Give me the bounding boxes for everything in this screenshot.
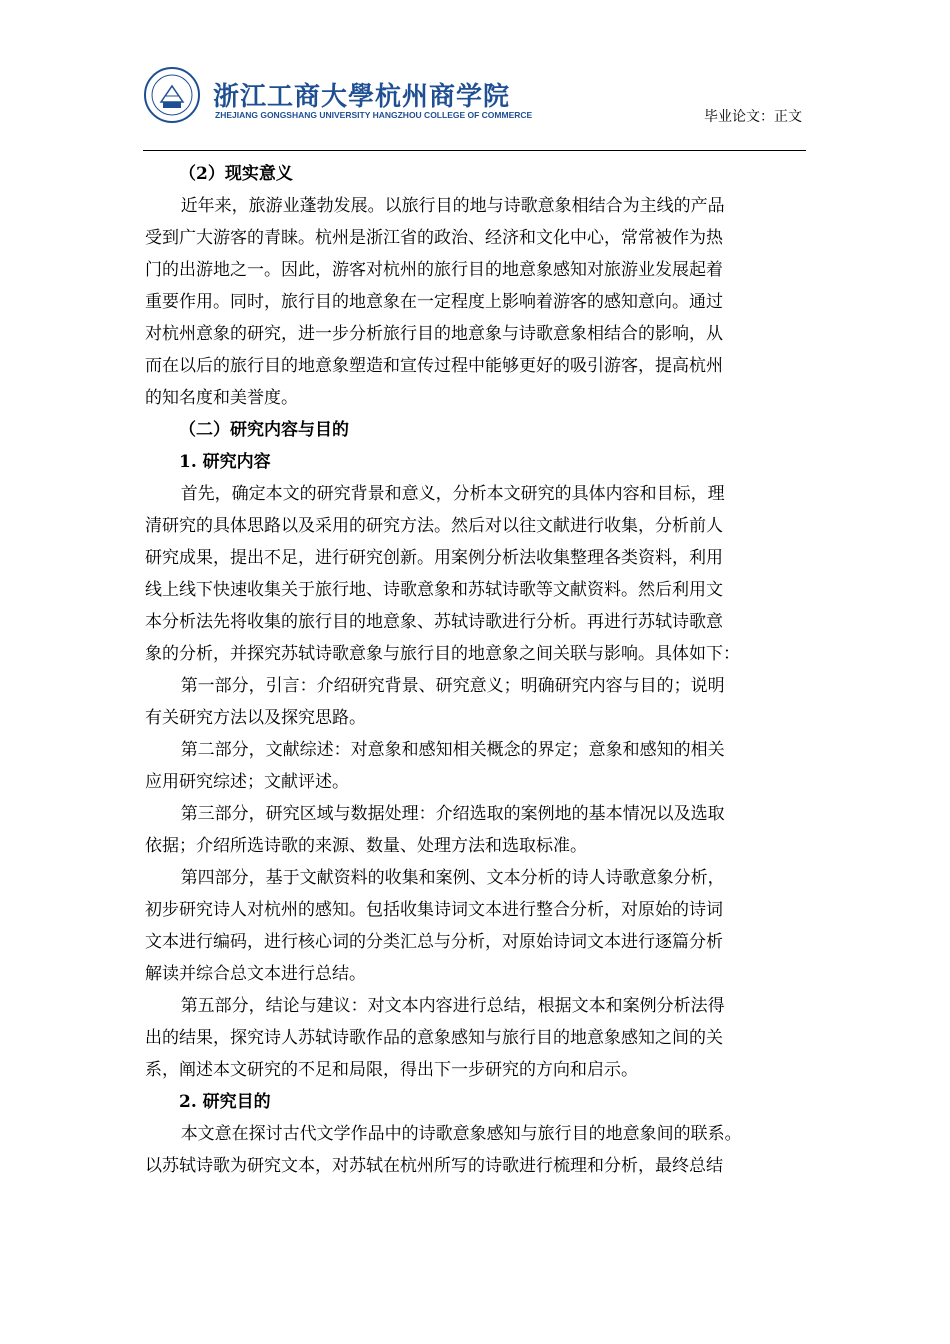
text-line: 出的结果，探究诗人苏轼诗歌作品的意象感知与旅行目的地意象感知之间的关 (145, 1028, 723, 1048)
text-line: 线上线下快速收集关于旅行地、诗歌意象和苏轼诗歌等文献资料。然后利用文 (145, 580, 723, 600)
text-line: 有关研究方法以及探究思路。 (145, 708, 366, 728)
text-line: 文本进行编码，进行核心词的分类汇总与分析，对原始诗词文本进行逐篇分析 (145, 932, 723, 952)
heading-practical-significance: （2）现实意义 (179, 164, 293, 184)
heading-section-2: （二）研究内容与目的 (179, 420, 349, 440)
text-line: 受到广大游客的青睐。杭州是浙江省的政治、经济和文化中心，常常被作为热 (145, 228, 723, 248)
text-line: 系，阐述本文研究的不足和局限，得出下一步研究的方向和启示。 (145, 1060, 638, 1080)
text-line: 第四部分，基于文献资料的收集和案例、文本分析的诗人诗歌意象分析， (180, 868, 725, 888)
university-logo-chinese: 浙江工商大學杭州商学院 (213, 82, 511, 112)
text-line: 本分析法先将收集的旅行目的地意象、苏轼诗歌进行分析。再进行苏轼诗歌意 (145, 612, 723, 632)
text-line: 解读并综合总文本进行总结。 (145, 964, 366, 984)
text-line: 象的分析，并探究苏轼诗歌意象与旅行目的地意象之间关联与影响。具体如下： (145, 644, 740, 664)
heading-research-content: 1. 研究内容 (179, 452, 271, 472)
paragraph-part-5 (145, 990, 809, 1086)
text-line: 依据；介绍所选诗歌的来源、数量、处理方法和选取标准。 (145, 836, 587, 856)
running-header-title: 毕业论文：正文 (704, 109, 802, 125)
heading-research-goal: 2. 研究目的 (179, 1092, 271, 1112)
document-body (145, 158, 809, 1182)
text-line: 第二部分，文献综述：对意象和感知相关概念的界定；意象和感知的相关 (180, 740, 725, 760)
text-line: 而在以后的旅行目的地意象塑造和宣传过程中能够更好的吸引游客，提高杭州 (145, 356, 723, 376)
text-line: 的知名度和美誉度。 (145, 388, 298, 408)
paragraph-part-4 (145, 862, 809, 990)
university-logo-english: ZHEJIANG GONGSHANG UNIVERSITY HANGZHOU COLLEGE OF COMMERCE (215, 110, 533, 120)
text-line: 以苏轼诗歌为研究文本，对苏轼在杭州所写的诗歌进行梳理和分析，最终总结 (145, 1156, 723, 1176)
text-line: 门的出游地之一。因此，游客对杭州的旅行目的地意象感知对旅游业发展起着 (145, 260, 723, 280)
text-line: 第三部分，研究区域与数据处理：介绍选取的案例地的基本情况以及选取 (180, 804, 725, 824)
text-line: 首先，确定本文的研究背景和意义，分析本文研究的具体内容和目标，理 (180, 484, 725, 504)
text-line: 第一部分，引言：介绍研究背景、研究意义；明确研究内容与目的；说明 (180, 676, 725, 696)
paragraph-goal (145, 1118, 809, 1182)
text-line: 对杭州意象的研究，进一步分析旅行目的地意象与诗歌意象相结合的影响，从 (145, 324, 723, 344)
text-line: 重要作用。同时，旅行目的地意象在一定程度上影响着游客的感知意向。通过 (145, 292, 723, 312)
text-line: 近年来，旅游业蓬勃发展。以旅行目的地与诗歌意象相结合为主线的产品 (180, 196, 725, 216)
paragraph-1 (145, 190, 809, 414)
text-line: 清研究的具体思路以及采用的研究方法。然后对以往文献进行收集，分析前人 (145, 516, 723, 536)
paragraph-2 (145, 478, 809, 670)
text-line: 初步研究诗人对杭州的感知。包括收集诗词文本进行整合分析，对原始的诗词 (145, 900, 723, 920)
page-header (143, 64, 806, 154)
university-seal-logo (143, 66, 201, 124)
paragraph-part-1 (145, 670, 809, 734)
header-rule (143, 150, 806, 151)
text-line: 研究成果，提出不足，进行研究创新。用案例分析法收集整理各类资料，利用 (145, 548, 723, 568)
paragraph-part-3 (145, 798, 809, 862)
text-line: 第五部分，结论与建议：对文本内容进行总结，根据文本和案例分析法得 (180, 996, 725, 1016)
text-line: 本文意在探讨古代文学作品中的诗歌意象感知与旅行目的地意象间的联系。 (180, 1124, 742, 1144)
text-line: 应用研究综述；文献评述。 (145, 772, 349, 792)
paragraph-part-2 (145, 734, 809, 798)
